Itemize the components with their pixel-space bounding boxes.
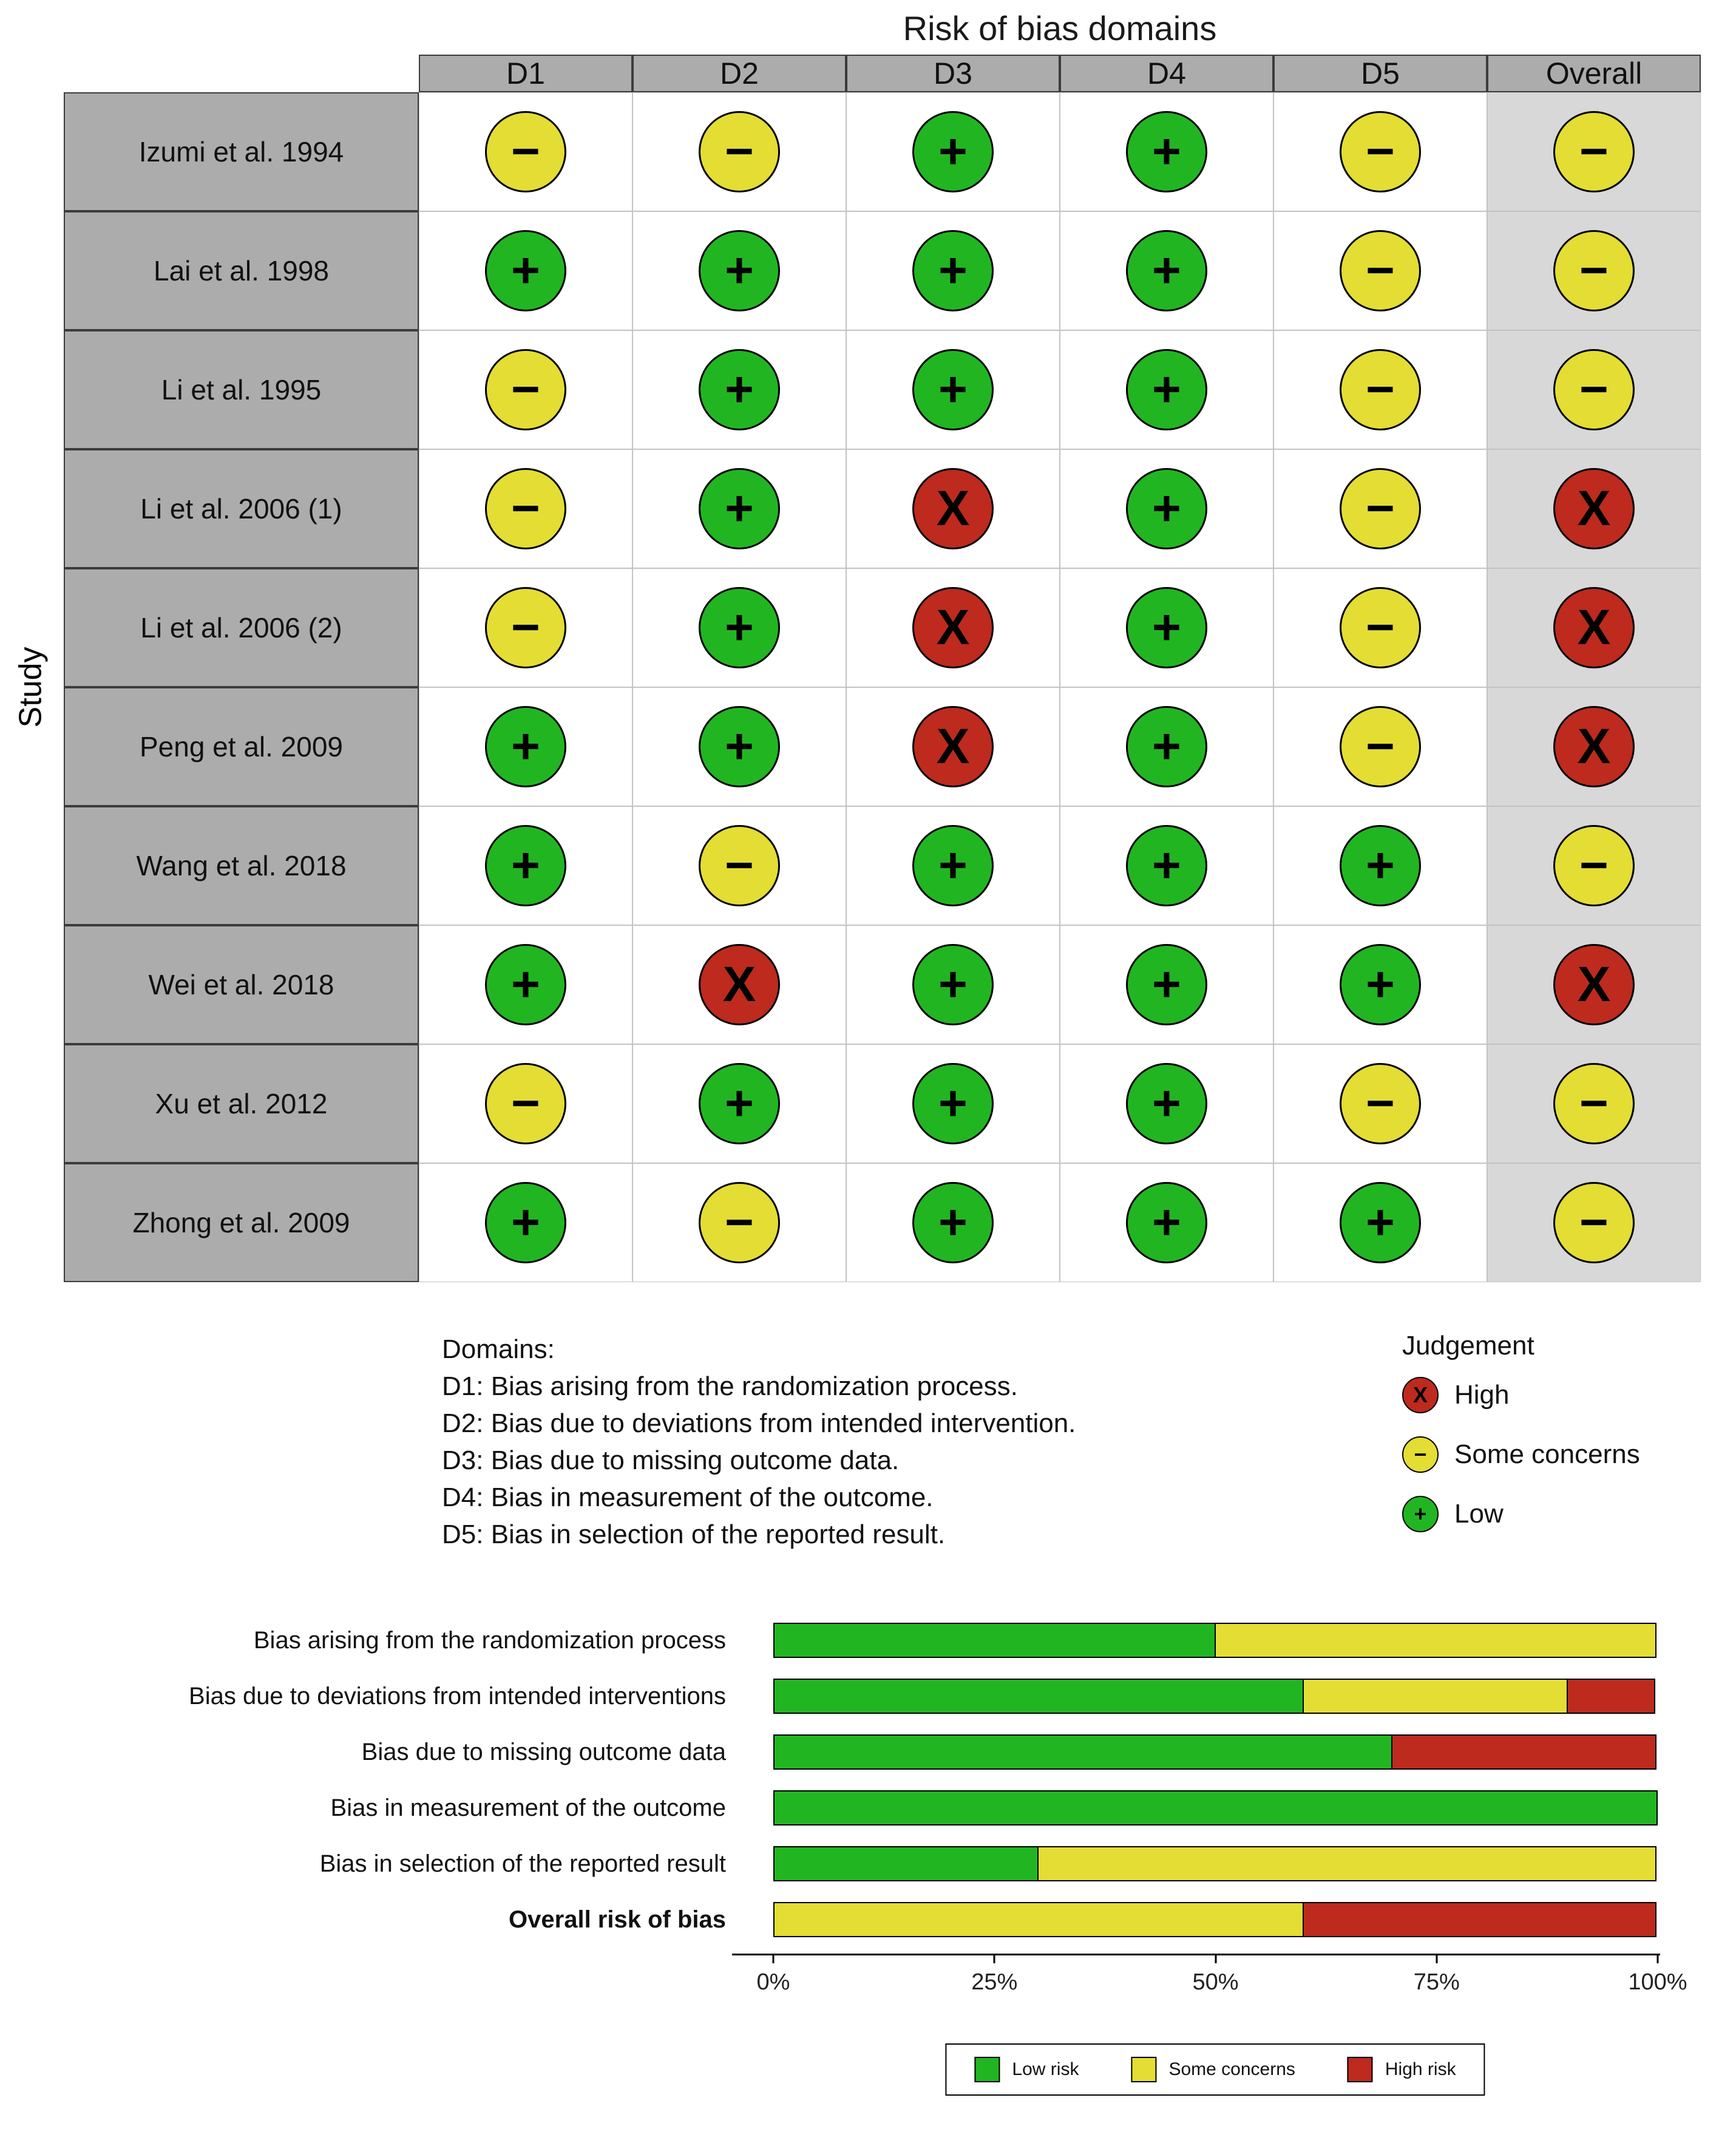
domain-definition-d1: D1: Bias arising from the randomization process. [442,1371,1018,1401]
judgement-cell [1273,687,1487,806]
judgement-legend-item-some [1402,1436,1640,1473]
judgement-cell [1273,330,1487,449]
study-name: Xu et al. 2012 [64,1044,419,1163]
bar-track [773,1846,1658,1881]
judgement-circle-some: − [485,587,566,668]
judgement-circle-low: + [485,230,566,311]
judgement-circle-high: X [912,706,994,787]
bar-category-label: Bias in selection of the reported result [319,1850,726,1877]
study-name: Peng et al. 2009 [64,687,419,806]
legend-item-low-risk [974,2057,1079,2082]
bar-segment-high [1303,1902,1656,1937]
judgement-circle-low: + [699,349,780,430]
low-risk-swatch-icon [974,2057,1000,2082]
judgement-label-high: High [1454,1380,1510,1410]
judgement-cell [1487,925,1701,1044]
judgement-cell [419,211,632,330]
judgement-circle-low: + [699,230,780,311]
judgement-circle-low: + [1126,230,1207,311]
judgement-circle-some: − [699,1182,780,1263]
column-header-d1: D1 [419,55,632,92]
axis-tick [773,1954,775,1963]
judgement-cell [1060,211,1273,330]
judgement-circle-low: + [912,944,994,1025]
table-corner [64,55,419,92]
judgement-cell [1487,330,1701,449]
judgement-cell [1487,1044,1701,1163]
bar-segment-high [1391,1734,1656,1770]
judgement-cell [1273,1044,1487,1163]
judgement-cell [1487,568,1701,687]
judgement-cell [419,806,632,925]
axis-tick-label: 75% [1413,1969,1460,1995]
judgement-cell [419,687,632,806]
column-header-overall: Overall [1487,55,1701,92]
domains-legend-title: Domains: [442,1334,555,1364]
high-risk-swatch-icon [1348,2057,1373,2082]
judgement-cell [419,925,632,1044]
study-name: Izumi et al. 1994 [64,92,419,211]
judgement-cell [1060,449,1273,568]
bar-segment-low [773,1846,1039,1881]
judgement-cell [1273,806,1487,925]
axis-tick-label: 50% [1192,1969,1239,1995]
some-concerns-icon: − [1402,1436,1439,1473]
judgement-legend-title: Judgement [1402,1331,1534,1360]
bar-track [773,1790,1658,1825]
bar-track [773,1623,1658,1658]
judgement-circle-some: − [485,468,566,549]
judgement-cell [1273,568,1487,687]
bar-row [0,1612,1736,1668]
judgement-circle-some: − [485,111,566,192]
judgement-cell [846,1163,1060,1282]
judgement-cell [1487,211,1701,330]
judgement-circle-some: − [1553,825,1635,906]
domains-legend [442,1331,1076,1553]
judgement-circle-some: − [1340,111,1421,192]
column-header-d3: D3 [846,55,1060,92]
judgement-cell [1273,449,1487,568]
chart-title: Risk of bias domains [903,9,1217,47]
judgement-circle-some: − [699,111,780,192]
judgement-circle-low: + [1126,111,1207,192]
bar-chart-legend [945,2043,1485,2096]
column-header-d5: D5 [1273,55,1487,92]
judgement-cell [632,806,846,925]
judgement-circle-some: − [699,825,780,906]
domain-definition-d3: D3: Bias due to missing outcome data. [442,1445,900,1475]
judgement-cell [1273,211,1487,330]
judgement-cell [1060,925,1273,1044]
judgement-cell [846,92,1060,211]
bar-row [0,1892,1736,1948]
high-risk-icon: X [1402,1377,1439,1413]
judgement-cell [632,92,846,211]
judgement-cell [632,1163,846,1282]
bar-track [773,1902,1658,1937]
judgement-circle-some: − [1553,1182,1635,1263]
bar-segment-low [773,1623,1216,1658]
bar-segment-some [773,1902,1304,1937]
judgement-cell [1273,925,1487,1044]
judgement-cell [419,92,632,211]
some-concerns-swatch-icon [1131,2057,1156,2082]
traffic-light-table [64,55,1701,1282]
judgement-legend [1402,1331,1640,1555]
judgement-cell [632,211,846,330]
judgement-circle-some: − [1340,349,1421,430]
judgement-circle-high: X [1553,706,1635,787]
judgement-circle-low: + [485,944,566,1025]
judgement-circle-low: + [699,706,780,787]
judgement-circle-high: X [912,587,994,668]
judgement-circle-low: + [912,1063,994,1144]
judgement-circle-high: X [1553,468,1635,549]
judgement-cell [846,211,1060,330]
bar-row [0,1668,1736,1724]
judgement-circle-low: + [912,825,994,906]
summary-bar-chart [0,1612,1736,2008]
judgement-circle-low: + [1340,944,1421,1025]
judgement-circle-some: − [1553,349,1635,430]
judgement-cell [419,568,632,687]
judgement-cell [846,806,1060,925]
bar-rows [0,1612,1736,1948]
judgement-circle-some: − [1553,1063,1635,1144]
judgement-cell [632,1044,846,1163]
judgement-cell [632,449,846,568]
judgement-legend-item-low [1402,1496,1640,1532]
bar-segment-some [1303,1679,1568,1714]
judgement-cell [1060,806,1273,925]
x-axis-line [732,1954,1660,1955]
judgement-circle-low: + [1126,587,1207,668]
judgement-cell [632,687,846,806]
study-name: Li et al. 2006 (2) [64,568,419,687]
judgement-circle-high: X [1553,944,1635,1025]
judgement-cell [1487,92,1701,211]
judgement-cell [632,925,846,1044]
judgement-cell [419,1044,632,1163]
bar-segment-some [1037,1846,1656,1881]
judgement-circle-low: + [485,1182,566,1263]
judgement-circle-low: + [485,706,566,787]
judgement-cell [1487,806,1701,925]
axis-tick [1657,1954,1659,1963]
bar-track [773,1734,1658,1770]
bar-category-label: Overall risk of bias [509,1906,726,1933]
judgement-cell [1487,1163,1701,1282]
judgement-cell [419,449,632,568]
judgement-circle-low: + [912,230,994,311]
judgement-cell [1060,1163,1273,1282]
judgement-cell [632,568,846,687]
axis-tick-label: 100% [1628,1969,1687,1995]
judgement-circle-low: + [699,1063,780,1144]
legend-label-some-concerns: Some concerns [1168,2059,1295,2079]
bar-segment-low [773,1734,1392,1770]
domain-definition-d5: D5: Bias in selection of the reported result. [442,1520,946,1549]
judgement-cell [846,449,1060,568]
x-axis [756,1954,1687,2008]
judgement-circle-some: − [1340,587,1421,668]
judgement-label-low: Low [1454,1499,1504,1529]
judgement-circle-high: X [912,468,994,549]
bar-category-label: Bias due to deviations from intended interventions [189,1682,726,1710]
column-header-d2: D2 [632,55,846,92]
study-name: Wang et al. 2018 [64,806,419,925]
judgement-circle-low: + [912,111,994,192]
judgement-circle-some: − [1553,230,1635,311]
judgement-circle-low: + [699,468,780,549]
axis-tick [1436,1954,1437,1963]
judgement-cell [1060,92,1273,211]
judgement-cell [1273,1163,1487,1282]
judgement-legend-item-high [1402,1377,1640,1413]
judgement-cell [846,1044,1060,1163]
bar-segment-low [773,1790,1658,1825]
y-axis-label-text: Study [13,647,49,728]
judgement-circle-low: + [1340,1182,1421,1263]
study-name: Lai et al. 1998 [64,211,419,330]
judgement-circle-low: + [912,1182,994,1263]
study-name: Zhong et al. 2009 [64,1163,419,1282]
judgement-label-some: Some concerns [1454,1439,1640,1469]
legend-label-low-risk: Low risk [1012,2059,1079,2079]
judgement-cell [1060,687,1273,806]
study-name: Li et al. 2006 (1) [64,449,419,568]
axis-tick [994,1954,995,1963]
judgement-cell [846,925,1060,1044]
domain-definition-d4: D4: Bias in measurement of the outcome. [442,1482,934,1512]
judgement-circle-low: + [699,587,780,668]
bar-segment-high [1567,1679,1655,1714]
judgement-circle-some: − [485,349,566,430]
low-risk-icon: + [1402,1496,1439,1532]
bar-row [0,1780,1736,1836]
judgement-cell [419,1163,632,1282]
axis-tick [1215,1954,1216,1963]
judgement-cell [632,330,846,449]
judgement-cell [419,330,632,449]
y-axis-label [0,92,61,1282]
judgement-cell [1060,568,1273,687]
judgement-circle-some: − [485,1063,566,1144]
axis-tick-label: 25% [971,1969,1018,1995]
bar-track [773,1679,1658,1714]
judgement-cell [1487,449,1701,568]
legend-label-high-risk: High risk [1385,2059,1456,2079]
judgement-cell [1060,1044,1273,1163]
judgement-circle-low: + [1126,706,1207,787]
bar-row [0,1836,1736,1892]
judgement-circle-some: − [1340,230,1421,311]
judgement-circle-high: X [699,944,780,1025]
legend-item-some-concerns [1131,2057,1295,2082]
bar-segment-some [1215,1623,1657,1658]
judgement-circle-low: + [912,349,994,430]
judgement-circle-low: + [1126,468,1207,549]
judgement-circle-low: + [1126,1182,1207,1263]
judgement-circle-low: + [1126,944,1207,1025]
legend-item-high-risk [1348,2057,1456,2082]
judgement-cell [846,687,1060,806]
bar-segment-low [773,1679,1304,1714]
judgement-cell [1060,330,1273,449]
judgement-circle-low: + [485,825,566,906]
judgement-circle-low: + [1126,1063,1207,1144]
bar-category-label: Bias arising from the randomization process [253,1626,726,1654]
judgement-cell [1487,687,1701,806]
domain-definition-d2: D2: Bias due to deviations from intended intervention. [442,1408,1076,1438]
bar-category-label: Bias due to missing outcome data [361,1738,726,1765]
judgement-circle-low: + [1126,349,1207,430]
axis-tick-label: 0% [756,1969,790,1995]
judgement-circle-low: + [1340,825,1421,906]
bar-row [0,1724,1736,1780]
judgement-cell [1273,92,1487,211]
bar-category-label: Bias in measurement of the outcome [330,1794,726,1821]
study-name: Li et al. 1995 [64,330,419,449]
judgement-circle-low: + [1126,825,1207,906]
judgement-circle-some: − [1340,706,1421,787]
study-name: Wei et al. 2018 [64,925,419,1044]
judgement-circle-some: − [1340,468,1421,549]
judgement-cell [846,330,1060,449]
judgement-circle-high: X [1553,587,1635,668]
judgement-cell [846,568,1060,687]
judgement-circle-some: − [1340,1063,1421,1144]
column-header-d4: D4 [1060,55,1273,92]
judgement-circle-some: − [1553,111,1635,192]
